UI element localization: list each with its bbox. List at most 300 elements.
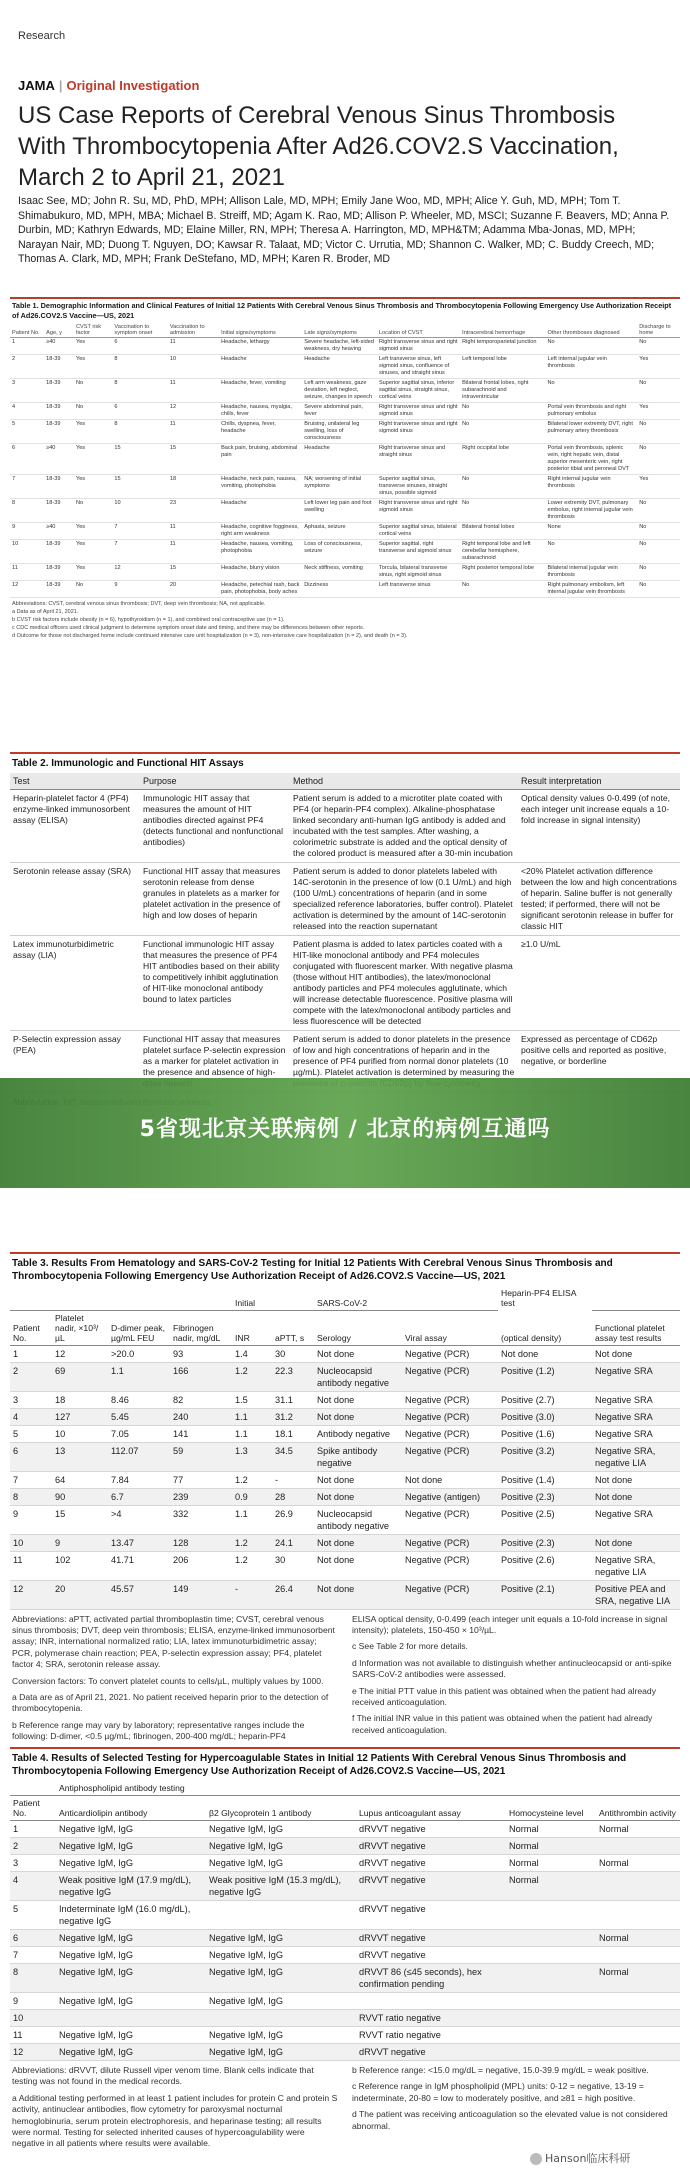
table-cell: 8 [112, 379, 167, 403]
table-cell: 3 [10, 1855, 56, 1872]
table-cell: 7.84 [108, 1471, 170, 1488]
table-cell: 28 [272, 1488, 314, 1505]
table-cell: Bilateral lower extremity DVT, right pulmonary artery thrombosis [545, 420, 637, 444]
overlay-banner-text: 5省现北京关联病例 / 北京的病例互通吗 [139, 1117, 551, 1142]
table-cell: No [637, 564, 680, 581]
table-cell: 18-39 [44, 581, 74, 598]
table-cell: Functional HIT assay that measures serotonin release from dense granules in platelets as a marker for platelet activation in the presence of high and low doses of heparin [140, 863, 290, 936]
table-cell: No [74, 581, 112, 598]
group-initial: Initial [232, 1286, 314, 1310]
table-cell: Bilateral frontal lobes [460, 523, 545, 540]
column-header: Patient No. [10, 1796, 56, 1821]
footnote: a Data as of April 21, 2021. [12, 609, 79, 615]
table-cell: Optical density values 0-0.499 (of note, each integer unit increase equals a 10-fold increase in signal intensity) [518, 790, 680, 863]
table-cell: 7.05 [108, 1425, 170, 1442]
table-4-notes-left [12, 2065, 338, 2155]
table-cell: 240 [170, 1408, 232, 1425]
table-cell: 30 [272, 1551, 314, 1580]
table-cell [506, 2044, 596, 2061]
table-cell: Serotonin release assay (SRA) [10, 863, 140, 936]
table-cell: Positive (2.3) [498, 1488, 592, 1505]
table-cell: Negative IgM, IgG [206, 1947, 356, 1964]
table-row [10, 1838, 680, 1855]
table-cell: 18 [168, 475, 219, 499]
table-cell: 2 [10, 1838, 56, 1855]
table-cell: 12 [112, 564, 167, 581]
table-cell: Loss of consciousness, seizure [302, 540, 377, 564]
table-cell [506, 1964, 596, 1993]
table-cell: 1 [10, 1345, 52, 1362]
table-row [10, 475, 680, 499]
table-cell: Right temporoparietal junction [460, 338, 545, 355]
table-cell: Negative IgM, IgG [56, 1855, 206, 1872]
table-cell: Negative SRA [592, 1425, 680, 1442]
table-cell: Negative SRA [592, 1408, 680, 1425]
table-cell: Negative IgM, IgG [56, 1930, 206, 1947]
table-cell: Aphasia, seizure [302, 523, 377, 540]
table-cell: 11 [168, 540, 219, 564]
table-row [10, 420, 680, 444]
table-cell: Neck stiffness, vomiting [302, 564, 377, 581]
table-cell: Left transverse sinus, left sigmoid sinus, confluence of sinuses, and straight sinus [377, 355, 460, 379]
table-cell: Negative (PCR) [402, 1391, 498, 1408]
table-cell: Negative (PCR) [402, 1505, 498, 1534]
table-cell: 64 [52, 1471, 108, 1488]
table-cell: P-Selectin expression assay (PEA) [10, 1031, 140, 1093]
table-cell: Not done [314, 1345, 402, 1362]
table-cell: Headache, blurry vision [219, 564, 302, 581]
journal-name: JAMA [18, 78, 55, 93]
table-cell: 5 [10, 1901, 56, 1930]
article-type: Original Investigation [66, 78, 200, 93]
table-cell: - [232, 1580, 272, 1609]
table-3-title: Table 3. Results From Hematology and SARS-CoV-2 Testing for Initial 12 Patients With Cerebral Venous Sinus Thrombosis and Thrombocytopenia Following Emergency Use Authorization Receipt of Ad26.COV2.S Vaccine—US, 2021 [12, 1258, 613, 1282]
table-cell: Back pain, bruising, abdominal pain [219, 444, 302, 475]
table-cell: Negative SRA [592, 1505, 680, 1534]
column-header: Homocysteine level [506, 1796, 596, 1821]
table-cell [596, 1901, 680, 1930]
table-cell: dRVVT negative [356, 1855, 506, 1872]
table-cell: Right posterior temporal lobe [460, 564, 545, 581]
table-cell: Immunologic HIT assay that measures the amount of HIT antibodies directed against PF4 (detects functional and nonfunctional antibodies) [140, 790, 290, 863]
table-cell: 1.1 [232, 1425, 272, 1442]
table-cell: 5 [10, 1425, 52, 1442]
table-cell: Normal [596, 1964, 680, 1993]
table-row [10, 2027, 680, 2044]
table-cell: 24.1 [272, 1534, 314, 1551]
table-cell: Left internal jugular vein thrombosis [545, 355, 637, 379]
table-cell: Negative IgM, IgG [56, 1947, 206, 1964]
table-cell: 13 [52, 1442, 108, 1471]
table-cell: Not done [402, 1471, 498, 1488]
table-row [10, 338, 680, 355]
table-cell: 8 [112, 355, 167, 379]
table-cell: RVVT ratio negative [356, 2010, 506, 2027]
column-header: Antithrombin activity [596, 1796, 680, 1821]
table-cell: 4 [10, 1408, 52, 1425]
table-cell: No [460, 475, 545, 499]
column-header: Purpose [140, 773, 290, 790]
table-cell: Headache, fever, vomiting [219, 379, 302, 403]
table-cell: Yes [74, 444, 112, 475]
table-cell: 10 [112, 499, 167, 523]
table-cell: Torcula, bilateral transverse sinus, right sigmoid sinus [377, 564, 460, 581]
table-cell: <20% Platelet activation difference between the low and high concentrations of heparin. Saline buffer is not generally tested; if performed, there will not be significant serotonin release in buffer for classic HIT [518, 863, 680, 936]
article-title: US Case Reports of Cerebral Venous Sinus Thrombosis With Thrombocytopenia After Ad26.COV2.S Vaccination, March 2 to April 21, 2021 [18, 102, 619, 191]
table-row [10, 2010, 680, 2027]
table-cell: 1.2 [232, 1362, 272, 1391]
table-cell: Expressed as percentage of CD62p positive cells and reported as positive, negative, or borderline [518, 1031, 680, 1093]
footnote: c CDC medical officers used clinical judgment to determine symptom onset date and timing, and there may be differences between other reports. [12, 625, 365, 631]
table-1-grid [10, 323, 680, 598]
table-cell: 15 [168, 444, 219, 475]
table-cell: Yes [74, 420, 112, 444]
table-row [10, 355, 680, 379]
table-4-notes [10, 2061, 680, 2159]
column-header: Age, y [44, 323, 74, 338]
table-cell: 12 [10, 2044, 56, 2061]
column-header: Platelet nadir, ×10³/µL [52, 1310, 108, 1345]
table-cell: Functional HIT assay that measures platelet surface P-selectin expression as a marker for platelet activation in the presence and absence of high- [140, 1031, 290, 1093]
table-cell: 6 [112, 403, 167, 420]
column-header: Method [290, 773, 518, 790]
table-cell: dRVVT negative [356, 1947, 506, 1964]
table-cell: Patient serum is added to donor platelets in the presence of low and high concentrations of heparin and in the presence of PF4 purified from normal donor platelets (10 µg/mL). Platelet activation is determined by measuring the [290, 1031, 518, 1093]
table-row [10, 790, 680, 863]
table-cell: Headache [219, 355, 302, 379]
table-cell: 4 [10, 403, 44, 420]
table-row [10, 523, 680, 540]
column-header: (optical density) [498, 1310, 592, 1345]
table-cell: Negative (PCR) [402, 1362, 498, 1391]
table-cell: No [637, 444, 680, 475]
table-cell: Antibody negative [314, 1425, 402, 1442]
table-cell [596, 1872, 680, 1901]
table-2-grid [10, 773, 680, 1093]
table-cell: Normal [596, 1855, 680, 1872]
table-3 [10, 1252, 680, 1752]
table-cell [56, 2010, 206, 2027]
table-cell: 7 [10, 475, 44, 499]
table-cell [506, 1993, 596, 2010]
table-cell: Not done [314, 1551, 402, 1580]
table-cell: No [460, 499, 545, 523]
table-cell: 4 [10, 1872, 56, 1901]
table-cell: Not done [592, 1471, 680, 1488]
column-header: Test [10, 773, 140, 790]
table-cell: Not done [592, 1488, 680, 1505]
table-cell: dRVVT negative [356, 1838, 506, 1855]
table-cell: 12 [10, 1580, 52, 1609]
table-cell: 149 [170, 1580, 232, 1609]
column-header: β2 Glycoprotein 1 antibody [206, 1796, 356, 1821]
table-cell: 7 [112, 540, 167, 564]
table-cell: Superior sagittal sinus, inferior sagittal sinus, straight sinus, cortical veins [377, 379, 460, 403]
table-cell: Negative IgM, IgG [56, 2044, 206, 2061]
table-cell: Lower extremity DVT, pulmonary embolus, right internal jugular vein thrombosis [545, 499, 637, 523]
table-cell: 9 [10, 523, 44, 540]
table-cell: 18-39 [44, 379, 74, 403]
table-cell: Normal [596, 1930, 680, 1947]
table-cell: Headache, neck pain, nausea, vomiting, photophobia [219, 475, 302, 499]
table-cell: No [545, 379, 637, 403]
table-cell: No [637, 499, 680, 523]
column-header: aPTT, s [272, 1310, 314, 1345]
table-cell: Headache [219, 499, 302, 523]
table-cell: 11 [10, 2027, 56, 2044]
table-4 [10, 1747, 680, 2159]
table-3-grid [10, 1286, 680, 1610]
table-1-header-row [10, 323, 680, 338]
table-cell: 1.1 [232, 1505, 272, 1534]
table-cell: 1 [10, 338, 44, 355]
table-cell: Negative IgM, IgG [206, 1855, 356, 1872]
footnote: d The patient was receiving anticoagulation so the elevated value is not considered abnormal. [352, 2109, 668, 2131]
table-cell: Positive (2.7) [498, 1391, 592, 1408]
table-cell: - [272, 1471, 314, 1488]
table-cell: 7 [10, 1471, 52, 1488]
table-cell: 15 [168, 564, 219, 581]
table-cell: Normal [506, 1872, 596, 1901]
table-cell [356, 1993, 506, 2010]
table-cell: 6 [10, 444, 44, 475]
table-cell: 1.2 [232, 1551, 272, 1580]
footnote: b Reference range may vary by laboratory; representative ranges include the following: D-dimer, <0.5 µg/mL; fibrinogen, 200-400 mg/dL; heparin-PF4 [12, 1719, 305, 1742]
table-cell: Positive (1.2) [498, 1362, 592, 1391]
table-row [10, 2044, 680, 2061]
table-cell: 15 [112, 475, 167, 499]
footnote: c Reference range in IgM phospholipid (MPL) units: 0-12 = negative, 13-19 = indeterminate, 20-80 = low to moderately positive, and ≥81 = high positive. [352, 2081, 644, 2103]
table-cell: 41.71 [108, 1551, 170, 1580]
table-row [10, 1855, 680, 1872]
table-cell: 15 [52, 1505, 108, 1534]
table-cell: 31.2 [272, 1408, 314, 1425]
table-cell [596, 1993, 680, 2010]
table-cell: Positive (3.0) [498, 1408, 592, 1425]
table-cell: Negative IgM, IgG [206, 2027, 356, 2044]
table-cell: 10 [52, 1425, 108, 1442]
table-cell: Negative (PCR) [402, 1425, 498, 1442]
table-cell: Negative (antigen) [402, 1488, 498, 1505]
column-header: Functional platelet assay test results [592, 1310, 680, 1345]
footnote: d Information was not available to distinguish whether antinucleocapsid or anti-spike SARS-CoV-2 antibodies were assessed. [352, 1657, 672, 1680]
table-cell: Left transverse sinus [377, 581, 460, 598]
table-cell: 6 [10, 1930, 56, 1947]
table-cell [596, 1947, 680, 1964]
table-cell: Indeterminate IgM (16.0 mg/dL), negative IgG [56, 1901, 206, 1930]
top-bar [0, 0, 690, 64]
table-4-title: Table 4. Results of Selected Testing for Hypercoagulable States in Initial 12 Patients With Cerebral Venous Sinus Thrombosis and Thrombocytopenia Following Emergency Use Authorization Receipt of Ad26.COV2.S Vaccine—US, 2021 [12, 1753, 627, 1777]
table-cell: No [637, 523, 680, 540]
table-cell [506, 2027, 596, 2044]
table-cell: Bilateral frontal lobes, right subarachnoid and intraventricular [460, 379, 545, 403]
table-cell: 5.45 [108, 1408, 170, 1425]
table-cell: Negative IgM, IgG [206, 1821, 356, 1838]
table-cell: 3 [10, 379, 44, 403]
table-cell: 166 [170, 1362, 232, 1391]
table-cell: Weak positive IgM (17.9 mg/dL), negative IgG [56, 1872, 206, 1901]
table-cell: Negative IgM, IgG [56, 2027, 206, 2044]
table-cell: 3 [10, 1391, 52, 1408]
table-cell: 1 [10, 1821, 56, 1838]
table-cell: Right internal jugular vein thrombosis [545, 475, 637, 499]
table-2-title: Table 2. Immunologic and Functional HIT Assays [12, 758, 244, 769]
footnote: c See Table 2 for more details. [352, 1641, 468, 1652]
table-cell: Not done [314, 1471, 402, 1488]
table-cell: Bruising, unilateral leg swelling, loss of consciousness [302, 420, 377, 444]
table-cell: 11 [10, 1551, 52, 1580]
table-cell: Chills, dyspnea, fever, headache [219, 420, 302, 444]
table-cell: Negative IgM, IgG [56, 1993, 206, 2010]
table-cell: Headache, cognitive fogginess, right arm weakness [219, 523, 302, 540]
table-row [10, 1872, 680, 1901]
table-cell: Functional immunologic HIT assay that measures the presence of PF4 HIT antibodies based on their ability to competitively inhibit agglutination of HIT-like monoclonal antibody bound to latex particles [140, 936, 290, 1031]
table-row [10, 1930, 680, 1947]
table-cell: dRVVT negative [356, 2044, 506, 2061]
table-cell [506, 1901, 596, 1930]
table-cell [506, 2010, 596, 2027]
table-row [10, 581, 680, 598]
table-cell: Right temporal lobe and left cerebellar hemisphere, subarachnoid [460, 540, 545, 564]
table-cell: Negative IgM, IgG [56, 1964, 206, 1993]
table-4-notes-right [352, 2065, 678, 2155]
table-cell [596, 2044, 680, 2061]
table-cell: Positive (3.2) [498, 1442, 592, 1471]
table-cell: Headache, nausea, vomiting, photophobia [219, 540, 302, 564]
journal-header [18, 78, 199, 93]
table-cell: ≥40 [44, 523, 74, 540]
table-cell: ≥40 [44, 444, 74, 475]
table-cell: 18-39 [44, 540, 74, 564]
table-row [10, 564, 680, 581]
table-cell: No [637, 379, 680, 403]
table-cell: 18-39 [44, 420, 74, 444]
table-cell: Portal vein thrombosis, splenic vein, right hepatic vein, distal superior mesenteric vein, right posterior tibial and peroneal DVT [545, 444, 637, 475]
table-cell: Positive (2.5) [498, 1505, 592, 1534]
table-cell: dRVVT negative [356, 1930, 506, 1947]
table-cell: No [460, 403, 545, 420]
table-cell: NA; worsening of initial symptoms [302, 475, 377, 499]
table-cell: 18 [52, 1391, 108, 1408]
table-cell: Negative SRA, negative LIA [592, 1442, 680, 1471]
table-4-header-row [10, 1796, 680, 1821]
table-cell: Not done [314, 1408, 402, 1425]
table-row [10, 1964, 680, 1993]
table-cell: Yes [637, 355, 680, 379]
table-cell: Negative IgM, IgG [206, 1993, 356, 2010]
table-cell: 12 [52, 1345, 108, 1362]
table-cell: No [74, 403, 112, 420]
table-cell: 13.47 [108, 1534, 170, 1551]
column-header: Vaccination to admission [168, 323, 219, 338]
table-cell: 6 [112, 338, 167, 355]
table-cell: Left arm weakness, gaze deviation, left neglect, seizure, changes in speech [302, 379, 377, 403]
table-cell: 20 [168, 581, 219, 598]
footnote: ELISA optical density, 0-0.499 (each integer unit equals a 10-fold increase in signal intensity); platelets, 150-450 × 10³/µL. [352, 1613, 668, 1635]
table-cell: 2 [10, 1362, 52, 1391]
table-cell: Negative IgM, IgG [206, 1964, 356, 1993]
table-cell: 18.1 [272, 1425, 314, 1442]
table-cell: Negative (PCR) [402, 1534, 498, 1551]
column-header: Patient No. [10, 1310, 52, 1345]
table-row [10, 1391, 680, 1408]
table-cell: 8 [112, 420, 167, 444]
table-cell: Weak positive IgM (15.3 mg/dL), negative IgG [206, 1872, 356, 1901]
column-header: Vaccination to symptom onset [112, 323, 167, 338]
table-cell: Positive (2.1) [498, 1580, 592, 1609]
table-cell: 9 [112, 581, 167, 598]
column-header: Lupus anticoagulant assay [356, 1796, 506, 1821]
table-cell: Negative (PCR) [402, 1408, 498, 1425]
table-cell: 90 [52, 1488, 108, 1505]
column-header: Other thromboses diagnosed [545, 323, 637, 338]
table-cell: 9 [10, 1993, 56, 2010]
table-row [10, 1551, 680, 1580]
table-cell: 141 [170, 1425, 232, 1442]
table-cell: No [545, 338, 637, 355]
column-header: Late signs/symptoms [302, 323, 377, 338]
footnote: Abbreviations: CVST, cerebral venous sinus thrombosis; DVT, deep vein thrombosis; NA, not applicable. [12, 601, 266, 607]
table-cell: Patient serum is added to a microtiter plate coated with PF4 (or heparin-PF4 complex). Alkaline-phosphatase linked secondary anti-human IgG antibody is added and incubated with the test samples. After washing, a colorimetric substrate is added and the optical density of the colored product is measured after a 30-min incubation [290, 790, 518, 863]
table-cell: Negative (PCR) [402, 1442, 498, 1471]
table-cell: No [637, 540, 680, 564]
table-cell: Headache [302, 444, 377, 475]
table-cell: Normal [506, 1821, 596, 1838]
table-cell: dRVVT negative [356, 1872, 506, 1901]
table-cell: Right transverse sinus and right sigmoid sinus [377, 338, 460, 355]
table-cell: 82 [170, 1391, 232, 1408]
table-cell: Negative IgM, IgG [206, 1838, 356, 1855]
table-cell: Not done [592, 1534, 680, 1551]
table-cell: No [637, 420, 680, 444]
column-header: Viral assay [402, 1310, 498, 1345]
table-cell: Latex immunoturbidimetric assay (LIA) [10, 936, 140, 1031]
table-cell: 1.3 [232, 1442, 272, 1471]
section-tag: Research [18, 30, 66, 42]
table-1 [10, 297, 680, 642]
table-cell: Yes [74, 540, 112, 564]
footnote: b Reference range: <15.0 mg/dL = negative, 15.0-39.9 mg/dL = weak positive. [352, 2065, 649, 2075]
table-cell: 6 [10, 1442, 52, 1471]
table-cell: 30 [272, 1345, 314, 1362]
table-cell: Bilateral internal jugular vein thrombosis [545, 564, 637, 581]
column-header: Patient No. [10, 323, 44, 338]
table-cell: ≥40 [44, 338, 74, 355]
table-cell: No [545, 540, 637, 564]
table-cell: No [74, 379, 112, 403]
table-cell [206, 2010, 356, 2027]
table-cell: 9 [10, 1505, 52, 1534]
table-cell: Patient plasma is added to latex particles coated with a HIT-like monoclonal antibody and PF4 molecules conjugated with fluorescent marker. With negative plasma (those without HIT antibodies), the latex/monoclonal antibody particles and PF4 molecules agglutinate, which will increase detectable fluorescence. Positive plasma will compete with the latex/monoclonal antibody particles and less fluorescence will be detected [290, 936, 518, 1031]
table-cell: 8 [10, 1488, 52, 1505]
table-cell: Right occipital lobe [460, 444, 545, 475]
table-cell: 12 [10, 581, 44, 598]
table-cell: Negative SRA [592, 1362, 680, 1391]
table-cell [206, 1901, 356, 1930]
table-cell: 206 [170, 1551, 232, 1580]
table-cell: 11 [168, 379, 219, 403]
table-cell: Patient serum is added to donor platelets labeled with 14C-serotonin in the presence of low (0.1 U/mL) and high (100 U/mL) concentrations of heparin (and in some specialized reference laboratories, buffer control). Platelet activation is determined by the amount of 14C-serotonin released into the reaction supernatant [290, 863, 518, 936]
table-cell: 1.2 [232, 1471, 272, 1488]
table-row [10, 1362, 680, 1391]
table-cell: Severe abdominal pain, fever [302, 403, 377, 420]
table-cell [596, 1838, 680, 1855]
table-cell: Yes [74, 338, 112, 355]
table-row [10, 1505, 680, 1534]
table-cell: 11 [10, 564, 44, 581]
table-cell: Right transverse sinus and right sigmoid sinus [377, 499, 460, 523]
table-cell: Negative SRA [592, 1391, 680, 1408]
